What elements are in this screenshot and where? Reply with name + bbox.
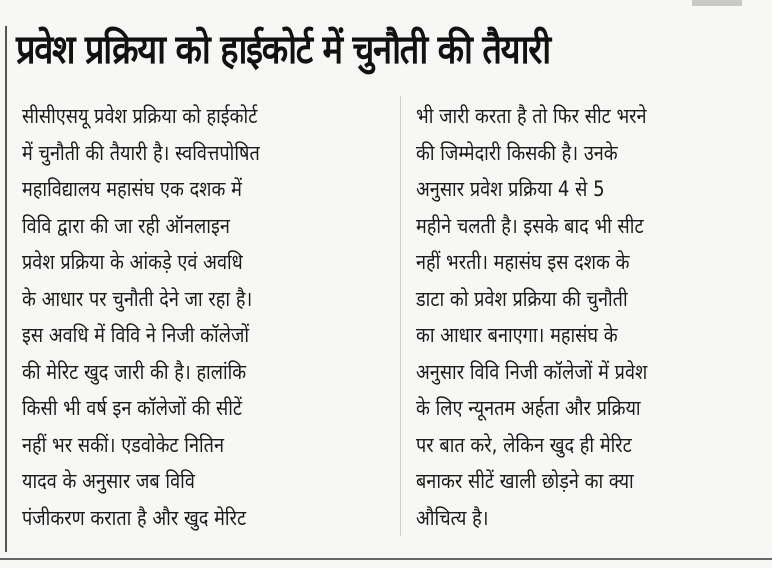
bottom-rule xyxy=(0,558,772,560)
article-body-right-column xyxy=(416,98,766,536)
body-line: विवि द्वारा की जा रही ऑनलाइन xyxy=(22,213,230,238)
body-line: के आधार पर चुनौती देने जा रहा है। xyxy=(22,286,253,311)
body-line: अनुसार विवि निजी कॉलेजों में प्रवेश xyxy=(416,359,648,384)
body-line: पर बात करे, लेकिन खुद ही मेरिट xyxy=(416,432,632,457)
body-line: औचित्य है। xyxy=(416,505,489,530)
body-line: प्रवेश प्रक्रिया के आंकड़े एवं अवधि xyxy=(22,250,243,274)
article-headline: प्रवेश प्रक्रिया को हाईकोर्ट में चुनौती की तैयारी xyxy=(16,27,550,73)
body-line: डाटा को प्रवेश प्रक्रिया की चुनौती xyxy=(416,286,628,311)
column-divider xyxy=(400,96,401,536)
body-line: बनाकर सीटें खाली छोड़ने का क्या xyxy=(416,469,634,493)
body-line: इस अवधि में विवि ने निजी कॉलेजों xyxy=(22,323,250,347)
article-body-left-column xyxy=(22,98,392,536)
body-line: भी जारी करता है तो फिर सीट भरने xyxy=(416,104,647,128)
body-line: पंजीकरण कराता है और खुद मेरिट xyxy=(22,505,247,530)
body-line: की जिम्मेदारी किसकी है। उनके xyxy=(416,140,618,165)
body-line: किसी भी वर्ष इन कॉलेजों की सीटें xyxy=(22,396,243,420)
scan-edge-mark xyxy=(692,0,742,6)
body-line: अनुसार प्रवेश प्रक्रिया 4 से 5 xyxy=(416,177,605,201)
body-line: का आधार बनाएगा। महासंघ के xyxy=(416,323,618,347)
body-line: के लिए न्यूनतम अर्हता और प्रक्रिया xyxy=(416,396,641,420)
body-line: में चुनौती की तैयारी है। स्ववित्तपोषित xyxy=(22,140,260,165)
body-line: महाविद्यालय महासंघ एक दशक में xyxy=(22,177,242,201)
body-line: महीने चलती है। इसके बाद भी सीट xyxy=(416,213,644,238)
body-line: नहीं भरती। महासंघ इस दशक के xyxy=(416,250,630,274)
body-line: सीसीएसयू प्रवेश प्रक्रिया को हाईकोर्ट xyxy=(22,104,258,128)
body-line: की मेरिट खुद जारी की है। हालांकि xyxy=(22,359,247,384)
body-line: नहीं भर सकीं। एडवोकेट नितिन xyxy=(22,432,224,457)
body-line: यादव के अनुसार जब विवि xyxy=(22,469,195,493)
left-column-rule xyxy=(5,26,7,552)
